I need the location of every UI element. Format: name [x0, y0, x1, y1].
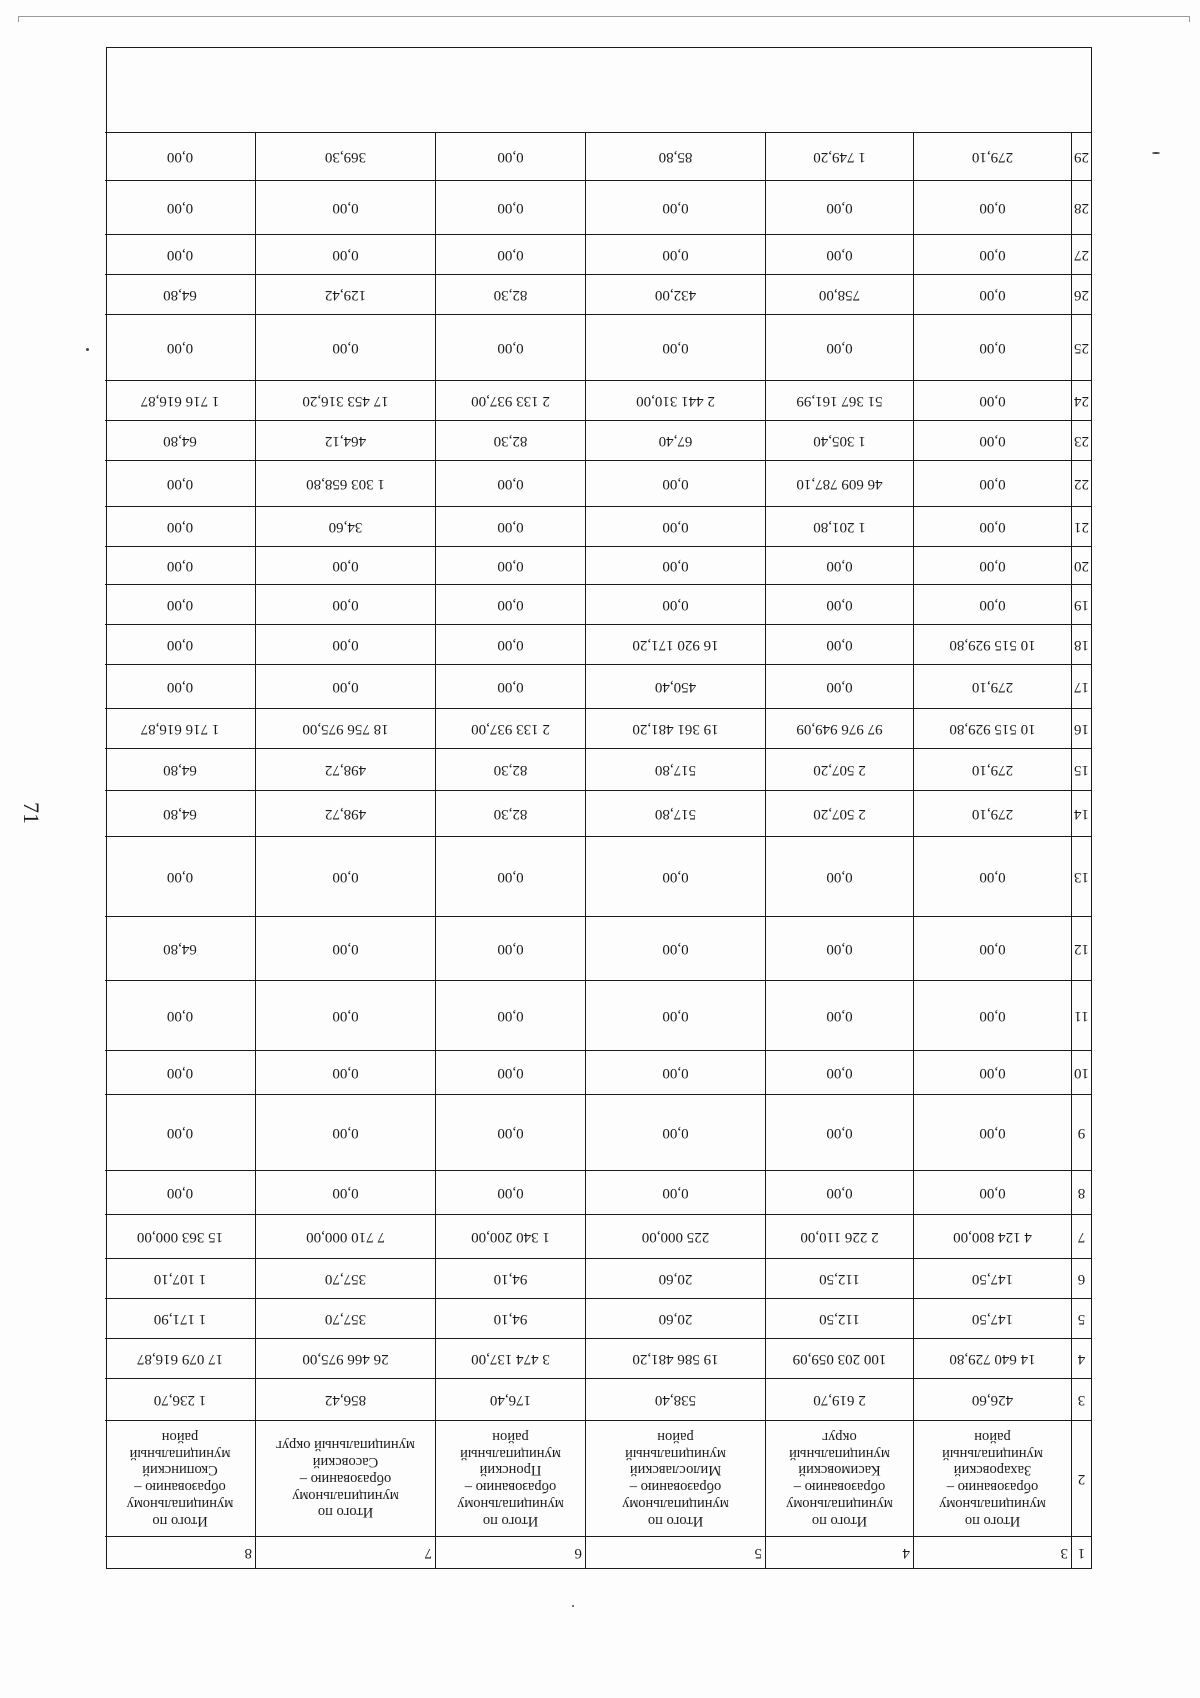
value-cell: 64,80	[105, 790, 255, 836]
column-number-cell: 8	[105, 1536, 255, 1568]
value-cell: 0,00	[435, 1170, 585, 1214]
scan-speck	[1152, 152, 1160, 154]
value-cell: 2 441 310,00	[585, 380, 765, 420]
value-cell: 64,80	[105, 748, 255, 790]
value-cell: 10 515 929,80	[913, 708, 1071, 748]
value-cell: 0,00	[435, 584, 585, 624]
value-cell: 0,00	[435, 506, 585, 546]
value-cell: 0,00	[913, 234, 1071, 274]
row-number-cell: 5	[1071, 1298, 1091, 1338]
value-cell: 26 466 975,00	[255, 1338, 435, 1378]
value-cell: 10 515 929,80	[913, 624, 1071, 664]
value-cell: 147,50	[913, 1258, 1071, 1298]
value-cell: 279,10	[913, 132, 1071, 180]
row-number-cell: 25	[1071, 314, 1091, 380]
value-cell: 0,00	[255, 1050, 435, 1094]
value-cell: 64,80	[105, 916, 255, 980]
municipality-name-cell: Итого по муниципальному образованию – Скопинский муниципальный район	[105, 1420, 255, 1536]
value-cell: 94,10	[435, 1258, 585, 1298]
value-cell: 0,00	[435, 132, 585, 180]
value-cell: 0,00	[435, 624, 585, 664]
scan-speck	[86, 348, 89, 351]
value-cell: 0,00	[105, 460, 255, 506]
value-cell: 0,00	[913, 420, 1071, 460]
value-cell: 0,00	[765, 314, 913, 380]
value-cell: 1 236,70	[105, 1378, 255, 1420]
row-number-cell: 13	[1071, 836, 1091, 916]
value-cell: 0,00	[255, 1094, 435, 1170]
row-number-cell: 3	[1071, 1378, 1091, 1420]
value-cell: 0,00	[913, 506, 1071, 546]
value-cell: 4 124 800,00	[913, 1214, 1071, 1258]
value-cell: 129,42	[255, 274, 435, 314]
value-cell: 357,70	[255, 1298, 435, 1338]
value-cell: 517,80	[585, 790, 765, 836]
value-cell: 0,00	[913, 380, 1071, 420]
value-cell: 0,00	[585, 980, 765, 1050]
value-cell: 1 340 200,00	[435, 1214, 585, 1258]
row-number-cell: 11	[1071, 980, 1091, 1050]
value-cell: 225 000,00	[585, 1214, 765, 1258]
value-cell: 0,00	[913, 546, 1071, 584]
row-number-cell: 10	[1071, 1050, 1091, 1094]
value-cell: 0,00	[255, 546, 435, 584]
row-number-cell: 16	[1071, 708, 1091, 748]
row-number-cell: 18	[1071, 624, 1091, 664]
row-number-cell: 26	[1071, 274, 1091, 314]
value-cell: 0,00	[913, 1050, 1071, 1094]
value-cell: 1 303 658,80	[255, 460, 435, 506]
value-cell: 0,00	[585, 1094, 765, 1170]
value-cell: 1 716 616,87	[105, 708, 255, 748]
row-number-cell: 2	[1071, 1420, 1091, 1536]
value-cell: 0,00	[585, 916, 765, 980]
value-cell: 0,00	[435, 314, 585, 380]
value-cell: 112,50	[765, 1258, 913, 1298]
page-top-rule-tick	[1189, 16, 1190, 22]
value-cell: 15 363 000,00	[105, 1214, 255, 1258]
row-number-cell: 4	[1071, 1338, 1091, 1378]
value-cell: 51 367 161,99	[765, 380, 913, 420]
value-cell: 0,00	[435, 836, 585, 916]
municipality-name-cell: Итого по муниципальному образованию – Сасовский муниципальный округ	[255, 1420, 435, 1536]
value-cell: 82,30	[435, 790, 585, 836]
value-cell: 0,00	[105, 1050, 255, 1094]
value-cell: 7 710 000,00	[255, 1214, 435, 1258]
municipality-name-cell: Итого по муниципальному образованию – Пронский муниципальный район	[435, 1420, 585, 1536]
value-cell: 0,00	[913, 916, 1071, 980]
value-cell: 0,00	[105, 1094, 255, 1170]
value-cell: 0,00	[585, 506, 765, 546]
value-cell: 0,00	[585, 1050, 765, 1094]
value-cell: 2 133 937,00	[435, 380, 585, 420]
row-number-cell: 21	[1071, 506, 1091, 546]
value-cell: 369,30	[255, 132, 435, 180]
value-cell: 0,00	[435, 546, 585, 584]
row-number-cell: 20	[1071, 546, 1091, 584]
value-cell: 0,00	[913, 180, 1071, 234]
value-cell: 0,00	[435, 916, 585, 980]
value-cell: 498,72	[255, 748, 435, 790]
value-cell: 100 203 059,09	[765, 1338, 913, 1378]
value-cell: 0,00	[255, 234, 435, 274]
value-cell: 64,80	[105, 274, 255, 314]
row-number-cell: 28	[1071, 180, 1091, 234]
value-cell: 14 640 729,80	[913, 1338, 1071, 1378]
value-cell: 279,10	[913, 748, 1071, 790]
value-cell: 17 079 616,87	[105, 1338, 255, 1378]
value-cell: 0,00	[105, 132, 255, 180]
value-cell: 0,00	[255, 1170, 435, 1214]
municipality-name-cell: Итого по муниципальному образованию – Захаровский муниципальный район	[913, 1420, 1071, 1536]
value-cell: 67,40	[585, 420, 765, 460]
value-cell: 0,00	[913, 460, 1071, 506]
value-cell: 0,00	[105, 980, 255, 1050]
value-cell: 517,80	[585, 748, 765, 790]
value-cell: 0,00	[255, 916, 435, 980]
value-cell: 432,00	[585, 274, 765, 314]
value-cell: 0,00	[913, 1170, 1071, 1214]
municipality-name-cell: Итого по муниципальному образованию – Касимовский муниципальный округ	[765, 1420, 913, 1536]
value-cell: 1 749,20	[765, 132, 913, 180]
value-cell: 176,40	[435, 1378, 585, 1420]
row-number-cell: 23	[1071, 420, 1091, 460]
value-cell: 3 474 137,00	[435, 1338, 585, 1378]
value-cell: 0,00	[585, 234, 765, 274]
column-number-cell: 3	[913, 1536, 1071, 1568]
value-cell: 16 920 171,20	[585, 624, 765, 664]
value-cell: 0,00	[913, 980, 1071, 1050]
value-cell: 498,72	[255, 790, 435, 836]
value-cell: 85,80	[585, 132, 765, 180]
value-cell: 1 107,10	[105, 1258, 255, 1298]
row-number-cell: 12	[1071, 916, 1091, 980]
row-number-cell: 24	[1071, 380, 1091, 420]
value-cell: 18 756 975,00	[255, 708, 435, 748]
value-cell: 0,00	[105, 314, 255, 380]
value-cell: 450,40	[585, 664, 765, 708]
value-cell: 19 361 481,20	[585, 708, 765, 748]
value-cell: 17 453 316,20	[255, 380, 435, 420]
value-cell: 426,60	[913, 1378, 1071, 1420]
column-number-cell: 6	[435, 1536, 585, 1568]
column-number-cell: 4	[765, 1536, 913, 1568]
value-cell: 0,00	[913, 314, 1071, 380]
column-number-cell: 7	[255, 1536, 435, 1568]
value-cell: 0,00	[585, 460, 765, 506]
value-cell: 20,60	[585, 1298, 765, 1338]
value-cell: 0,00	[435, 180, 585, 234]
value-cell: 0,00	[105, 624, 255, 664]
value-cell: 82,30	[435, 748, 585, 790]
row-number-cell: 9	[1071, 1094, 1091, 1170]
value-cell: 46 609 787,10	[765, 460, 913, 506]
value-cell: 0,00	[765, 1170, 913, 1214]
value-cell: 0,00	[585, 1170, 765, 1214]
value-cell: 0,00	[585, 546, 765, 584]
value-cell: 64,80	[105, 420, 255, 460]
value-cell: 0,00	[255, 584, 435, 624]
row-number-cell: 22	[1071, 460, 1091, 506]
value-cell: 0,00	[585, 180, 765, 234]
value-cell: 82,30	[435, 420, 585, 460]
value-cell: 0,00	[435, 1050, 585, 1094]
row-number-cell: 8	[1071, 1170, 1091, 1214]
value-cell: 1 716 616,87	[105, 380, 255, 420]
value-cell: 2 507,20	[765, 790, 913, 836]
value-cell: 0,00	[255, 180, 435, 234]
row-number-cell: 14	[1071, 790, 1091, 836]
value-cell: 1 305,40	[765, 420, 913, 460]
row-number-cell: 17	[1071, 664, 1091, 708]
data-table	[106, 47, 1092, 1569]
row-number-cell: 7	[1071, 1214, 1091, 1258]
value-cell: 0,00	[913, 1094, 1071, 1170]
page-number: 71	[19, 802, 44, 824]
value-cell: 856,42	[255, 1378, 435, 1420]
value-cell: 0,00	[585, 314, 765, 380]
rotated-table	[106, 47, 1092, 1569]
value-cell: 0,00	[913, 274, 1071, 314]
value-cell: 0,00	[585, 584, 765, 624]
column-number-cell: 5	[585, 1536, 765, 1568]
value-cell: 0,00	[105, 234, 255, 274]
value-cell: 2 226 110,00	[765, 1214, 913, 1258]
value-cell: 0,00	[765, 546, 913, 584]
value-cell: 279,10	[913, 664, 1071, 708]
value-cell: 1 201,80	[765, 506, 913, 546]
value-cell: 0,00	[435, 980, 585, 1050]
value-cell: 0,00	[913, 584, 1071, 624]
value-cell: 0,00	[765, 1050, 913, 1094]
value-cell: 0,00	[765, 180, 913, 234]
value-cell: 0,00	[105, 664, 255, 708]
value-cell: 94,10	[435, 1298, 585, 1338]
value-cell: 0,00	[105, 506, 255, 546]
value-cell: 0,00	[255, 836, 435, 916]
row-number-cell: 19	[1071, 584, 1091, 624]
value-cell: 464,12	[255, 420, 435, 460]
value-cell: 0,00	[913, 836, 1071, 916]
value-cell: 279,10	[913, 790, 1071, 836]
value-cell: 0,00	[765, 234, 913, 274]
value-cell: 19 586 481,20	[585, 1338, 765, 1378]
scan-speck	[572, 1605, 574, 1607]
value-cell: 0,00	[105, 1170, 255, 1214]
value-cell: 2 507,20	[765, 748, 913, 790]
value-cell: 97 976 949,09	[765, 708, 913, 748]
value-cell: 0,00	[435, 234, 585, 274]
value-cell: 2 133 937,00	[435, 708, 585, 748]
value-cell: 0,00	[255, 624, 435, 664]
value-cell: 20,60	[585, 1258, 765, 1298]
value-cell: 357,70	[255, 1258, 435, 1298]
value-cell: 0,00	[765, 980, 913, 1050]
value-cell: 0,00	[105, 584, 255, 624]
value-cell: 0,00	[255, 664, 435, 708]
row-number-cell: 29	[1071, 132, 1091, 180]
value-cell: 0,00	[765, 624, 913, 664]
value-cell: 0,00	[765, 916, 913, 980]
value-cell: 538,40	[585, 1378, 765, 1420]
value-cell: 0,00	[765, 584, 913, 624]
value-cell: 147,50	[913, 1298, 1071, 1338]
value-cell: 112,50	[765, 1298, 913, 1338]
value-cell: 1 171,90	[105, 1298, 255, 1338]
value-cell: 0,00	[435, 664, 585, 708]
value-cell: 0,00	[105, 180, 255, 234]
value-cell: 34,60	[255, 506, 435, 546]
value-cell: 82,30	[435, 274, 585, 314]
row-number-cell: 27	[1071, 234, 1091, 274]
value-cell: 0,00	[255, 314, 435, 380]
row-number-cell: 1	[1071, 1536, 1091, 1568]
page-top-rule	[18, 16, 1190, 17]
value-cell: 0,00	[435, 460, 585, 506]
value-cell: 0,00	[765, 664, 913, 708]
row-number-cell: 6	[1071, 1258, 1091, 1298]
municipality-name-cell: Итого по муниципальному образованию – Милославский муниципальный район	[585, 1420, 765, 1536]
value-cell: 758,00	[765, 274, 913, 314]
value-cell: 0,00	[585, 836, 765, 916]
value-cell: 2 619,70	[765, 1378, 913, 1420]
value-cell: 0,00	[105, 836, 255, 916]
page-top-rule-tick	[18, 16, 19, 22]
value-cell: 0,00	[765, 1094, 913, 1170]
value-cell: 0,00	[105, 546, 255, 584]
value-cell: 0,00	[435, 1094, 585, 1170]
row-number-cell: 15	[1071, 748, 1091, 790]
value-cell: 0,00	[765, 836, 913, 916]
value-cell: 0,00	[255, 980, 435, 1050]
